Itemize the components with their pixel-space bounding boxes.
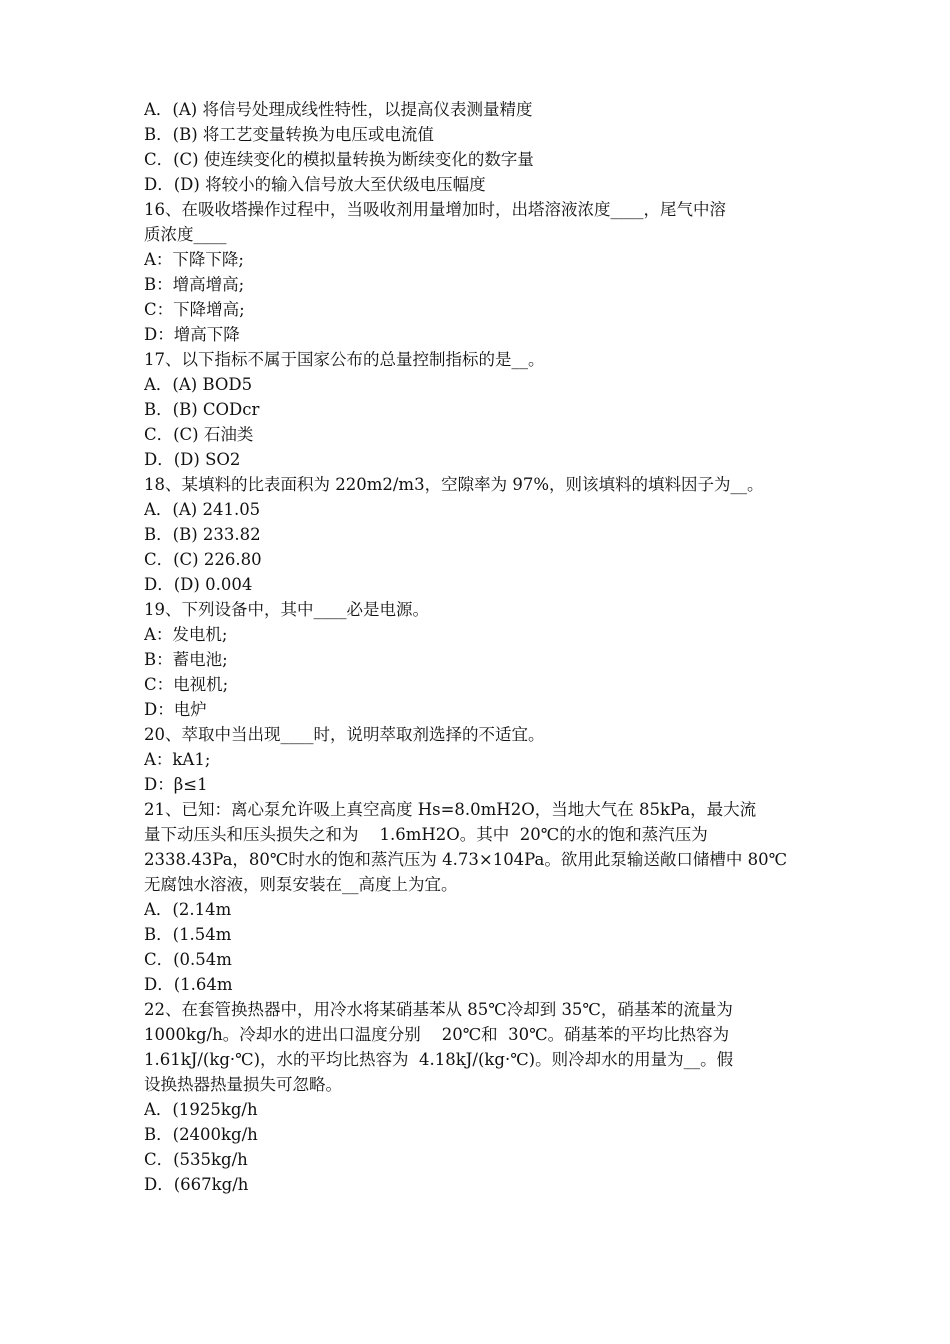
option-line: B．(B) 233.82: [144, 525, 261, 544]
question-19: 19、下列设备中，其中____必是电源。: [144, 600, 429, 619]
option-line: D．(1.64m: [144, 975, 233, 994]
option-line: D：β≤1: [144, 775, 208, 794]
option-line: A．(A) BOD5: [144, 375, 253, 394]
option-line: D．(667kg/h: [144, 1175, 249, 1194]
option-line: D．(D) SO2: [144, 450, 241, 469]
question-16-line-2: 质浓度____: [144, 225, 227, 244]
option-line: D：增高下降: [144, 325, 240, 344]
option-line: C：电视机;: [144, 675, 229, 694]
option-line: C．(C) 使连续变化的模拟量转换为断续变化的数字量: [144, 150, 534, 169]
option-line: D．(D) 0.004: [144, 575, 253, 594]
option-line: A．(2.14m: [144, 900, 232, 919]
option-line: C．(C) 226.80: [144, 550, 262, 569]
option-line: A：下降下降;: [144, 250, 244, 269]
option-line: B．(2400kg/h: [144, 1125, 258, 1144]
question-22-line-3: 1.61kJ/(kg·℃)，水的平均比热容为 4.18kJ/(kg·℃)。则冷却水的用量为__。假: [144, 1050, 734, 1069]
option-line: B．(1.54m: [144, 925, 232, 944]
question-22-line-1: 22、在套管换热器中，用冷水将某硝基苯从 85℃冷却到 35℃，硝基苯的流量为: [144, 1000, 733, 1019]
option-line: D．(D) 将较小的输入信号放大至伏级电压幅度: [144, 175, 486, 194]
question-21-line-3: 2338.43Pa，80℃时水的饱和蒸汽压为 4.73×104Pa。欲用此泵输送敞口储槽中 80℃: [144, 850, 788, 869]
option-line: C．(0.54m: [144, 950, 232, 969]
document-body: [144, 97, 834, 1197]
option-line: A．(A) 将信号处理成线性特性，以提高仪表测量精度: [144, 100, 533, 119]
question-20: 20、萃取中当出现____时，说明萃取剂选择的不适宜。: [144, 725, 545, 744]
question-22-line-2: 1000kg/h。冷却水的进出口温度分别 20℃和 30℃。硝基苯的平均比热容为: [144, 1025, 730, 1044]
option-line: A：发电机;: [144, 625, 228, 644]
option-line: B．(B) 将工艺变量转换为电压或电流值: [144, 125, 434, 144]
question-17: 17、以下指标不属于国家公布的总量控制指标的是__。: [144, 350, 545, 369]
question-16-line-1: 16、在吸收塔操作过程中，当吸收剂用量增加时，出塔溶液浓度____，尾气中溶: [144, 200, 726, 219]
question-21-line-1: 21、已知：离心泵允许吸上真空高度 Hs=8.0mH2O，当地大气在 85kPa，最大流: [144, 800, 757, 819]
option-line: B：增高增高;: [144, 275, 245, 294]
option-line: A．(1925kg/h: [144, 1100, 258, 1119]
option-line: A．(A) 241.05: [144, 500, 261, 519]
option-line: B．(B) CODcr: [144, 400, 260, 419]
question-21-line-4: 无腐蚀水溶液，则泵安装在__高度上为宜。: [144, 875, 458, 894]
question-22-line-4: 设换热器热量损失可忽略。: [144, 1075, 342, 1094]
option-line: A：kA1;: [144, 750, 211, 769]
option-line: C．(535kg/h: [144, 1150, 248, 1169]
option-line: D：电炉: [144, 700, 207, 719]
option-line: B：蓄电池;: [144, 650, 228, 669]
question-18: 18、某填料的比表面积为 220m2/m3，空隙率为 97%，则该填料的填料因子为__。: [144, 475, 764, 494]
question-21-line-2: 量下动压头和压头损失之和为 1.6mH2O。其中 20℃的水的饱和蒸汽压为: [144, 825, 708, 844]
option-line: C：下降增高;: [144, 300, 245, 319]
option-line: C．(C) 石油类: [144, 425, 254, 444]
